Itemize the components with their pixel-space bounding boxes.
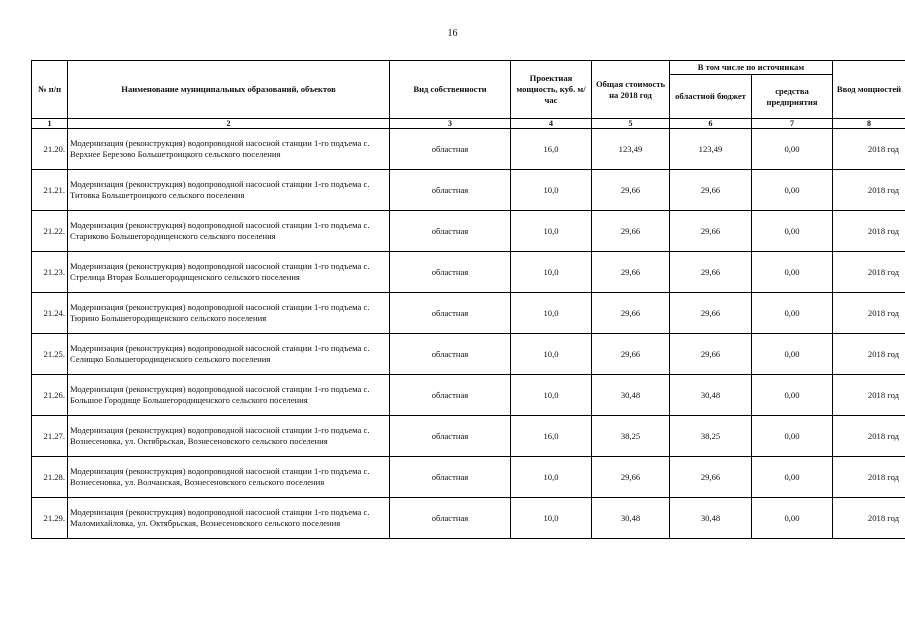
- row-number: 21.25.: [32, 334, 68, 375]
- regional-budget-amount: 30,48: [670, 375, 752, 416]
- regional-budget-amount: 29,66: [670, 334, 752, 375]
- total-cost: 29,66: [592, 334, 670, 375]
- table-row: [32, 129, 905, 170]
- enterprise-funds-amount: 0,00: [752, 416, 833, 457]
- header-commissioning: Ввод мощностей: [833, 61, 905, 119]
- object-name: Модернизация (реконструкция) водопроводной насосной станции 1-го подъема с. Верхнее Березово Большетроицкого сельского поселения: [68, 129, 390, 170]
- regional-budget-amount: 38,25: [670, 416, 752, 457]
- table-row: [32, 498, 905, 539]
- commissioning-year: 2018 год: [833, 252, 905, 293]
- row-number: 21.20.: [32, 129, 68, 170]
- row-number: 21.21.: [32, 170, 68, 211]
- design-capacity: 10,0: [511, 375, 592, 416]
- commissioning-year: 2018 год: [833, 293, 905, 334]
- total-cost: 29,66: [592, 457, 670, 498]
- ownership-type: областная: [390, 252, 511, 293]
- header-enterprise-funds: средства предприятия: [752, 75, 833, 119]
- enterprise-funds-amount: 0,00: [752, 252, 833, 293]
- row-number: 21.29.: [32, 498, 68, 539]
- column-number: 8: [833, 119, 905, 129]
- ownership-type: областная: [390, 211, 511, 252]
- column-number: 7: [752, 119, 833, 129]
- table-row: [32, 334, 905, 375]
- enterprise-funds-amount: 0,00: [752, 211, 833, 252]
- total-cost: 30,48: [592, 375, 670, 416]
- page-number: 16: [447, 28, 458, 39]
- commissioning-year: 2018 год: [833, 416, 905, 457]
- ownership-type: областная: [390, 498, 511, 539]
- commissioning-year: 2018 год: [833, 129, 905, 170]
- row-number: 21.23.: [32, 252, 68, 293]
- column-number: 5: [592, 119, 670, 129]
- table-row: [32, 170, 905, 211]
- commissioning-year: 2018 год: [833, 457, 905, 498]
- enterprise-funds-amount: 0,00: [752, 334, 833, 375]
- commissioning-year: 2018 год: [833, 375, 905, 416]
- commissioning-year: 2018 год: [833, 498, 905, 539]
- object-name: Модернизация (реконструкция) водопроводной насосной станции 1-го подъема с. Титовка Большетроицкого сельского поселения: [68, 170, 390, 211]
- design-capacity: 10,0: [511, 211, 592, 252]
- object-name: Модернизация (реконструкция) водопроводной насосной станции 1-го подъема с. Вознесеновка, ул. Октябрьская, Вознесеновского сельского поселения: [68, 416, 390, 457]
- regional-budget-amount: 29,66: [670, 252, 752, 293]
- ownership-type: областная: [390, 129, 511, 170]
- table-row: [32, 293, 905, 334]
- column-number: 2: [68, 119, 390, 129]
- header-name: Наименование муниципальных образований, объектов: [68, 61, 390, 119]
- regional-budget-amount: 29,66: [670, 457, 752, 498]
- commissioning-year: 2018 год: [833, 211, 905, 252]
- table-row: [32, 375, 905, 416]
- column-number: 1: [32, 119, 68, 129]
- enterprise-funds-amount: 0,00: [752, 170, 833, 211]
- table-row: [32, 211, 905, 252]
- header-ownership: Вид собственности: [390, 61, 511, 119]
- row-number: 21.26.: [32, 375, 68, 416]
- regional-budget-amount: 29,66: [670, 211, 752, 252]
- ownership-type: областная: [390, 293, 511, 334]
- total-cost: 38,25: [592, 416, 670, 457]
- design-capacity: 10,0: [511, 293, 592, 334]
- row-number: 21.27.: [32, 416, 68, 457]
- header-num: № п/п: [32, 61, 68, 119]
- design-capacity: 16,0: [511, 129, 592, 170]
- total-cost: 29,66: [592, 252, 670, 293]
- enterprise-funds-amount: 0,00: [752, 129, 833, 170]
- commissioning-year: 2018 год: [833, 334, 905, 375]
- total-cost: 29,66: [592, 170, 670, 211]
- total-cost: 123,49: [592, 129, 670, 170]
- column-number: 3: [390, 119, 511, 129]
- object-name: Модернизация (реконструкция) водопроводной насосной станции 1-го подъема с. Большое Городище Большегородищенского сельского поселения: [68, 375, 390, 416]
- object-name: Модернизация (реконструкция) водопроводной насосной станции 1-го подъема с. Маломихайловка, ул. Октябрьская, Вознесеновского сельского поселения: [68, 498, 390, 539]
- object-name: Модернизация (реконструкция) водопроводной насосной станции 1-го подъема с. Вознесеновка, ул. Волчанская, Вознесеновского сельского поселения: [68, 457, 390, 498]
- total-cost: 29,66: [592, 211, 670, 252]
- row-number: 21.22.: [32, 211, 68, 252]
- regional-budget-amount: 123,49: [670, 129, 752, 170]
- column-number: 4: [511, 119, 592, 129]
- column-numbers-row: [32, 119, 905, 129]
- table-row: [32, 457, 905, 498]
- regional-budget-amount: 29,66: [670, 293, 752, 334]
- object-name: Модернизация (реконструкция) водопроводной насосной станции 1-го подъема с. Тюрино Большегородищенского сельского поселения: [68, 293, 390, 334]
- header-sources: В том числе по источникам: [670, 61, 833, 75]
- table-row: [32, 252, 905, 293]
- header-regional-budget: областной бюджет: [670, 75, 752, 119]
- object-name: Модернизация (реконструкция) водопроводной насосной станции 1-го подъема с. Селищко Большегородищенского сельского поселения: [68, 334, 390, 375]
- design-capacity: 10,0: [511, 498, 592, 539]
- total-cost: 30,48: [592, 498, 670, 539]
- regional-budget-amount: 29,66: [670, 170, 752, 211]
- commissioning-year: 2018 год: [833, 170, 905, 211]
- total-cost: 29,66: [592, 293, 670, 334]
- objects-table: [31, 60, 905, 539]
- ownership-type: областная: [390, 375, 511, 416]
- ownership-type: областная: [390, 170, 511, 211]
- enterprise-funds-amount: 0,00: [752, 457, 833, 498]
- enterprise-funds-amount: 0,00: [752, 375, 833, 416]
- design-capacity: 10,0: [511, 252, 592, 293]
- design-capacity: 10,0: [511, 334, 592, 375]
- enterprise-funds-amount: 0,00: [752, 498, 833, 539]
- row-number: 21.28.: [32, 457, 68, 498]
- header-capacity: Проектная мощность, куб. м/час: [511, 61, 592, 119]
- table-row: [32, 416, 905, 457]
- ownership-type: областная: [390, 416, 511, 457]
- design-capacity: 16,0: [511, 416, 592, 457]
- row-number: 21.24.: [32, 293, 68, 334]
- design-capacity: 10,0: [511, 457, 592, 498]
- ownership-type: областная: [390, 457, 511, 498]
- design-capacity: 10,0: [511, 170, 592, 211]
- regional-budget-amount: 30,48: [670, 498, 752, 539]
- enterprise-funds-amount: 0,00: [752, 293, 833, 334]
- object-name: Модернизация (реконструкция) водопроводной насосной станции 1-го подъема с. Стрелица Вторая Большегородищенского сельского поселения: [68, 252, 390, 293]
- object-name: Модернизация (реконструкция) водопроводной насосной станции 1-го подъема с. Стариково Большегородищенского сельского поселения: [68, 211, 390, 252]
- ownership-type: областная: [390, 334, 511, 375]
- header-cost: Общая стоимость на 2018 год: [592, 61, 670, 119]
- column-number: 6: [670, 119, 752, 129]
